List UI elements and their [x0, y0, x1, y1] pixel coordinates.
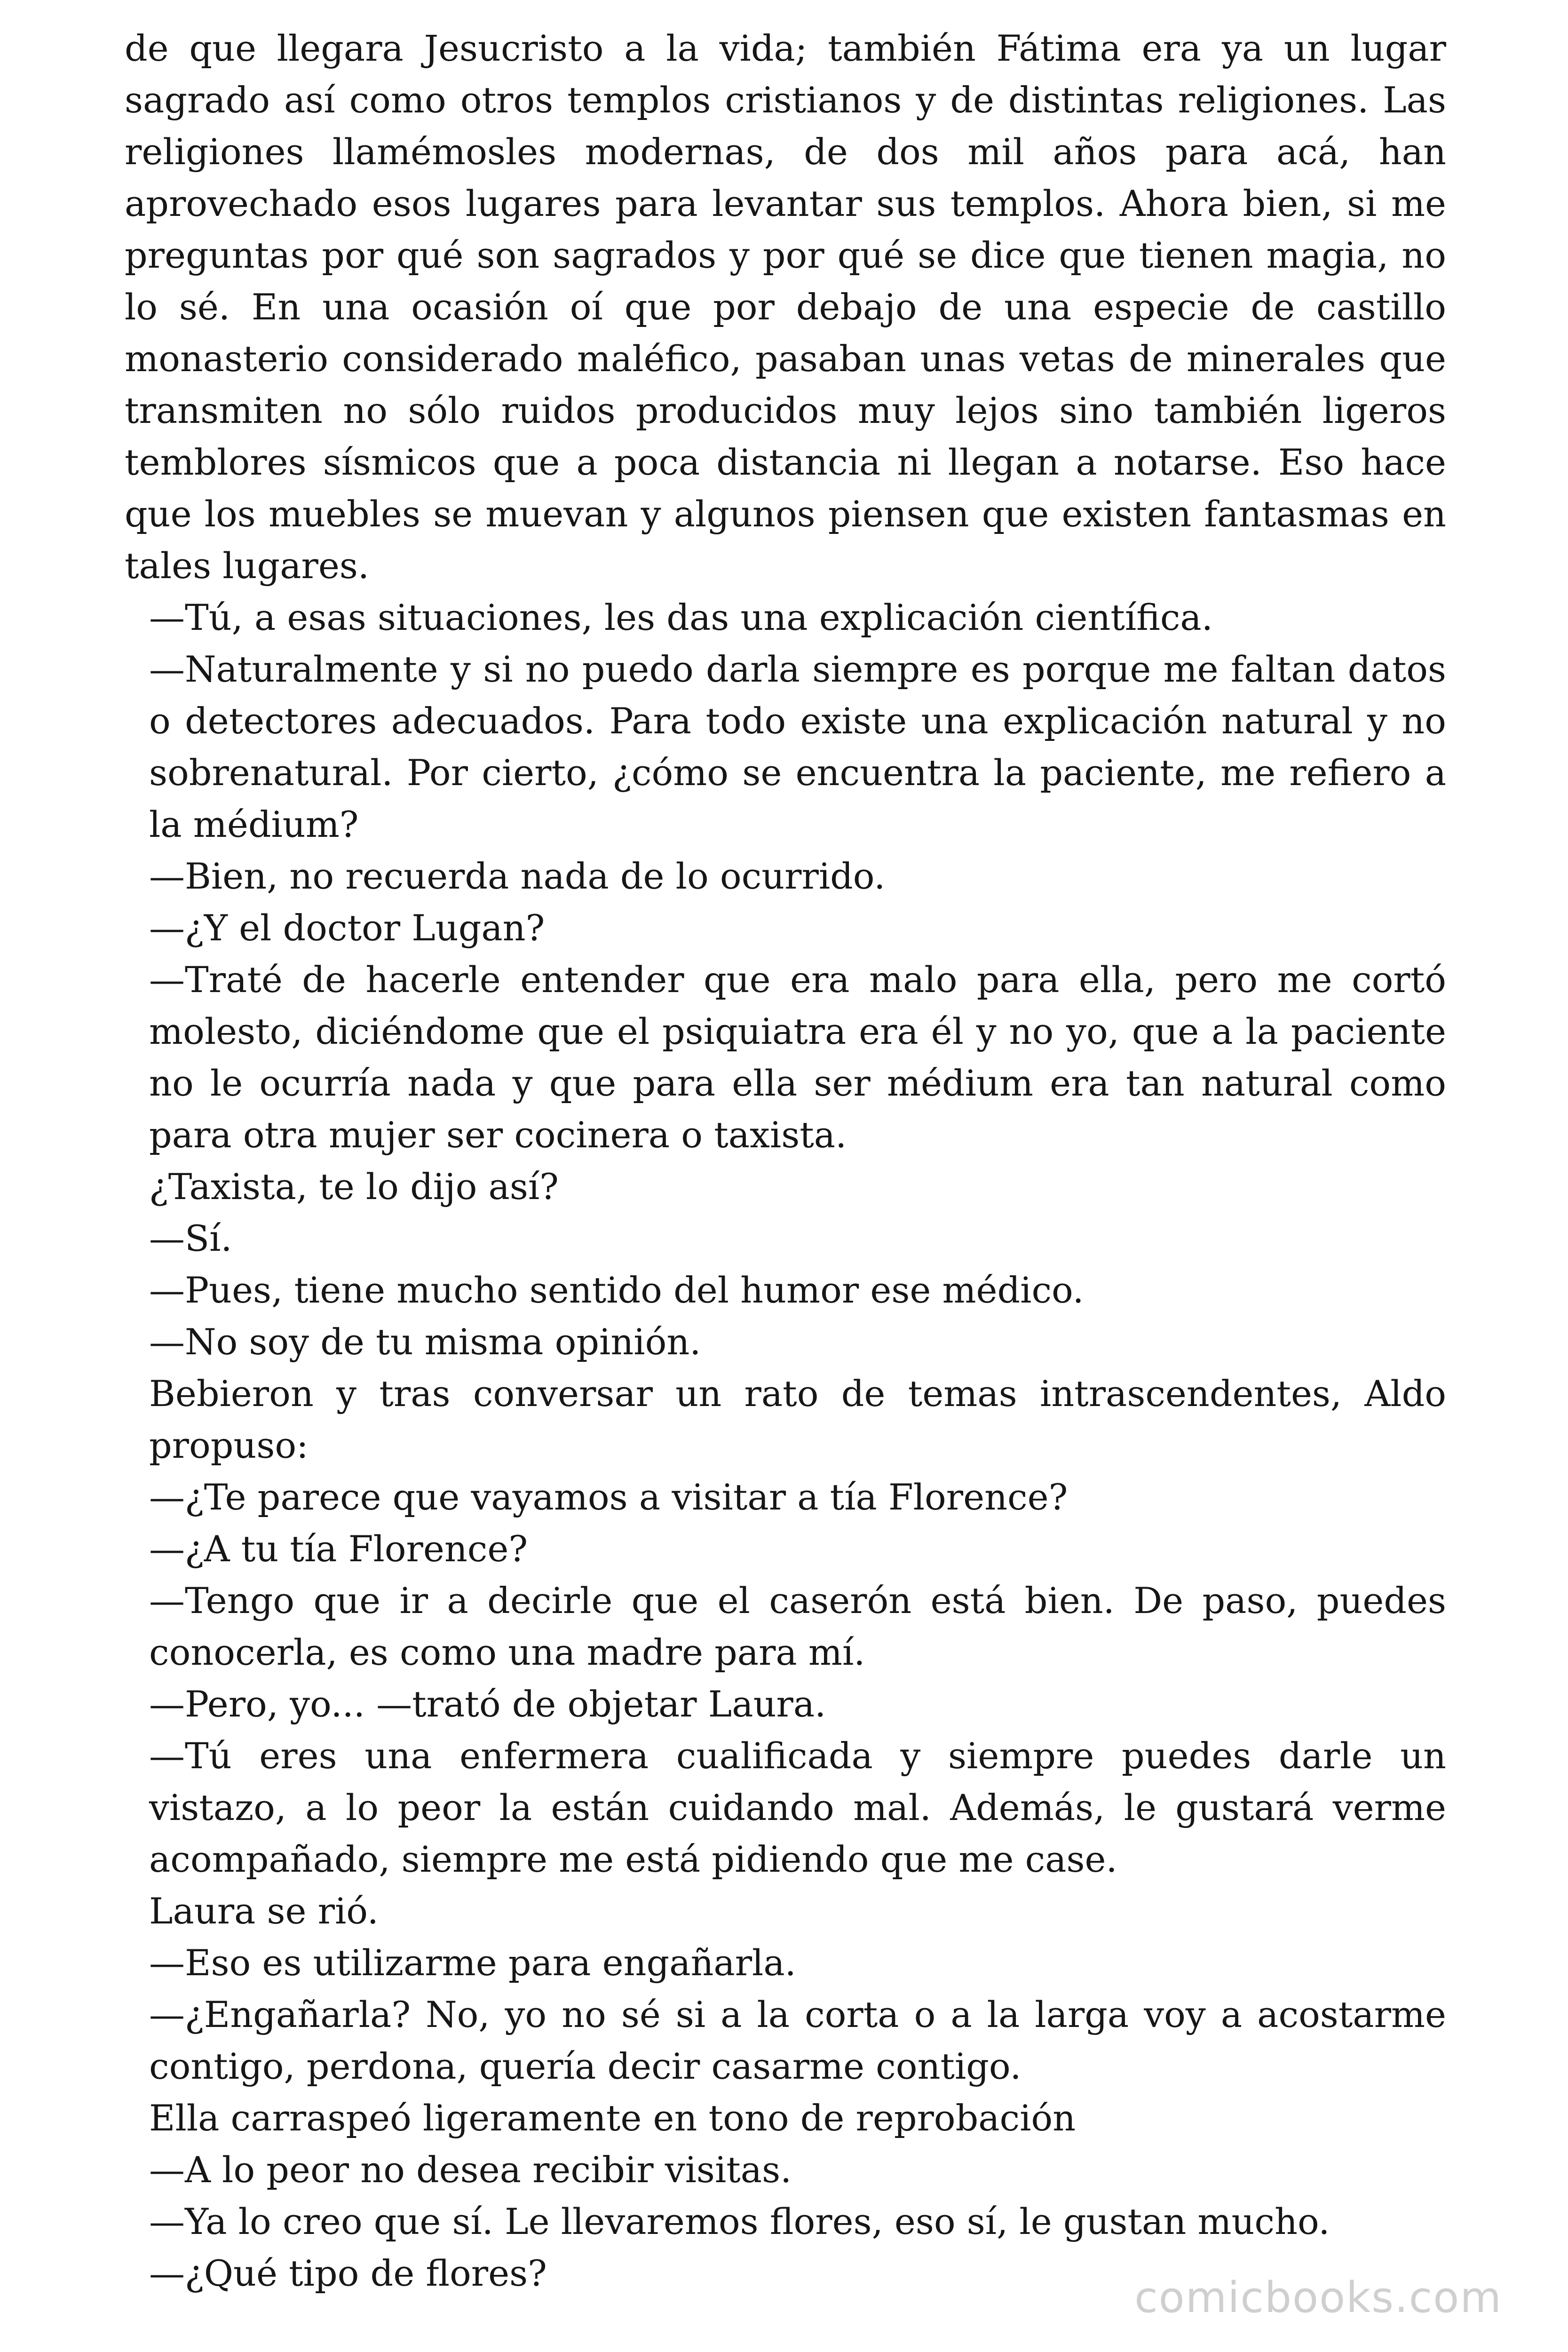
dialogue-line-5: —Traté de hacerle entender que era malo para ella, pero me cortó molesto, diciéndome que el psiquiatra era él y no yo, que a la paciente no le ocurría nada y que para ella ser médium era tan natural como para otra mujer ser cocinera o taxista.: [149, 959, 1446, 1156]
paragraph-1: de que llegara Jesucristo a la vida; también Fátima era ya un lugar sagrado así como otros templos cristianos y de distintas religiones. Las religiones llamémosles modernas, de dos mil años para acá, han aprovechado esos lugares para levantar sus templos. Ahora bien, si me preguntas por qué son sagrados y por qué se dice que tienen magia, no lo sé. En una ocasión oí que por debajo de una especie de castillo monasterio considerado maléfico, pasaban unas vetas de minerales que transmiten no sólo ruidos producidos muy lejos sino también ligeros temblores sísmicos que a poca distancia ni llegan a notarse. Eso hace que los muebles se muevan y algunos piensen que existen fantasmas en tales lugares.: [125, 27, 1446, 587]
dialogue-line-12: —Tengo que ir a decirle que el caserón está bien. De paso, puedes conocerla, es como una madre para mí.: [149, 1580, 1446, 1673]
dialogue-line-4: —¿Y el doctor Lugan?: [149, 907, 545, 949]
dialogue-line-15: —Eso es utilizarme para engañarla.: [149, 1942, 796, 1984]
dialogue-line-16: —¿Engañarla? No, yo no sé si a la corta o a la larga voy a acostarme contigo, perdona, quería decir casarme contigo.: [149, 1994, 1446, 2087]
dialogue-line-1: —Tú, a esas situaciones, les das una explicación científica.: [149, 596, 1213, 638]
dialogue-line-7: —Sí.: [149, 1217, 232, 1259]
dialogue-line-3: —Bien, no recuerda nada de lo ocurrido.: [149, 855, 886, 897]
narration-line-1: Bebieron y tras conversar un rato de temas intrascendentes, Aldo propuso:: [149, 1373, 1446, 1466]
dialogue-line-9: —No soy de tu misma opinión.: [149, 1321, 701, 1363]
dialogue-line-14: —Tú eres una enfermera cualificada y siempre puedes darle un vistazo, a lo peor la están cuidando mal. Además, le gustará verme acompañado, siempre me está pidiendo que me case.: [149, 1735, 1446, 1880]
watermark: comicbooks.com: [1134, 2273, 1502, 2322]
body-text: [125, 23, 1446, 2299]
dialogue-line-13: —Pero, yo... —trató de objetar Laura.: [149, 1683, 826, 1725]
dialogue-line-18: —Ya lo creo que sí. Le llevaremos flores, eso sí, le gustan mucho.: [149, 2201, 1330, 2242]
dialogue-line-11: —¿A tu tía Florence?: [149, 1528, 528, 1570]
dialogue-line-17: —A lo peor no desea recibir visitas.: [149, 2149, 792, 2191]
narration-line-2: Laura se rió.: [149, 1890, 379, 1932]
dialogue-line-6: ¿Taxista, te lo dijo así?: [149, 1166, 559, 1208]
narration-line-3: Ella carraspeó ligeramente en tono de reprobación: [149, 2097, 1076, 2139]
dialogue-line-19: —¿Qué tipo de flores?: [149, 2252, 547, 2294]
dialogue-line-2: —Naturalmente y si no puedo darla siempre es porque me faltan datos o detectores adecuados. Para todo existe una explicación natural y no sobrenatural. Por cierto, ¿cómo se encuentra la paciente, me refiero a la médium?: [149, 648, 1446, 845]
dialogue-line-10: —¿Te parece que vayamos a visitar a tía Florence?: [149, 1476, 1068, 1518]
dialogue-line-8: —Pues, tiene mucho sentido del humor ese médico.: [149, 1269, 1084, 1311]
